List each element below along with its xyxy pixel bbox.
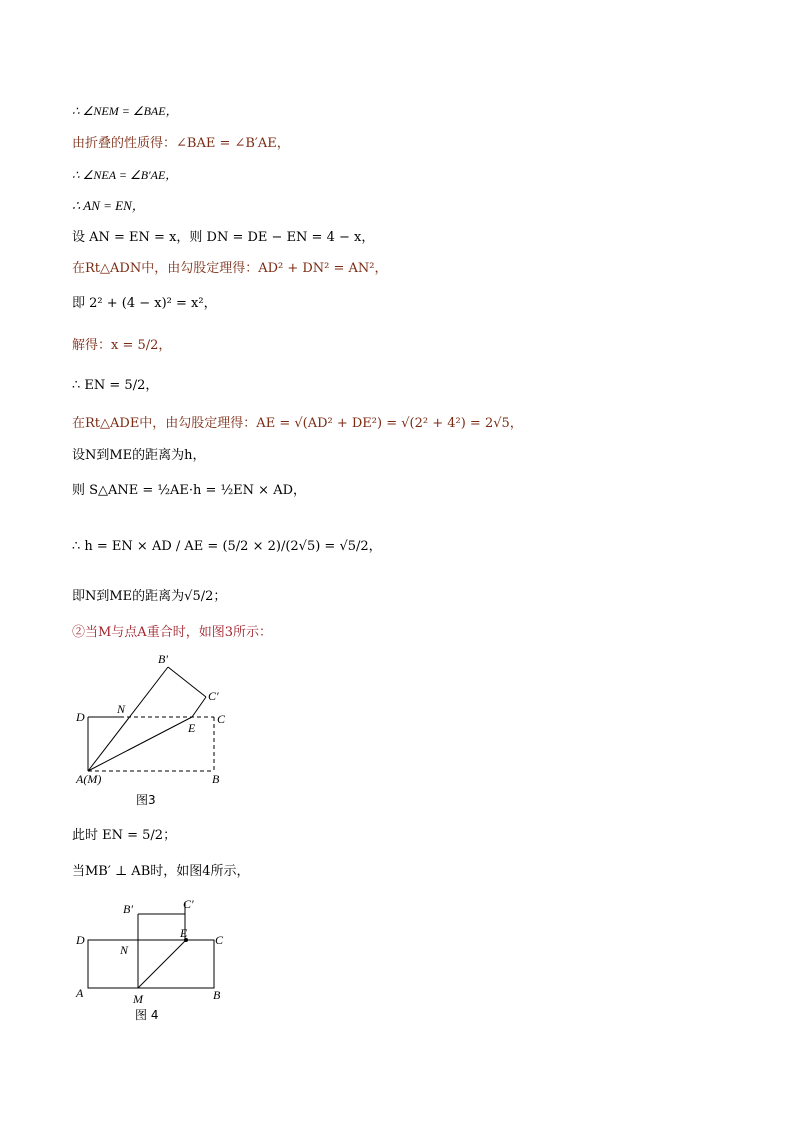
figure-3-caption: 图3 — [136, 793, 156, 807]
proof-line-4 — [72, 197, 145, 216]
proof-line-13 — [72, 538, 382, 556]
proof-line-6 — [72, 260, 388, 278]
line-text: ∴ ∠NEA = ∠B′AE， — [72, 168, 178, 182]
label-C: C — [217, 712, 226, 726]
figure-4 — [60, 892, 240, 1012]
segment-C1E — [192, 697, 206, 717]
proof-line-9 — [72, 377, 158, 395]
label-C1: C′ — [183, 897, 194, 911]
proof-line-5 — [72, 229, 374, 247]
figure-4-caption: 图 4 — [135, 1008, 159, 1022]
line-text: 在Rt△ADN中，由勾股定理得：AD² + DN² = AN²， — [72, 261, 388, 276]
label-AM: A(M) — [76, 772, 102, 786]
label-B1: B′ — [158, 652, 168, 666]
line-text: 由折叠的性质得：∠BAE = ∠B′AE， — [72, 136, 290, 151]
line-text: 当MB′ ⊥ AB时，如图4所示， — [72, 864, 250, 879]
label-B1: B′ — [123, 902, 133, 916]
line-text: 此时 EN = 5/2； — [72, 828, 177, 843]
label-N: N — [120, 943, 129, 957]
label-A: A — [76, 986, 84, 1000]
proof-line-16 — [72, 827, 176, 845]
line-text: 即N到ME的距离为√5/2； — [72, 589, 227, 604]
line-text: ②当M与点A重合时，如图3所示： — [72, 625, 272, 640]
figure-3 — [60, 645, 240, 795]
label-N: N — [117, 702, 126, 716]
line-text: ∴ h = EN × AD / AE = (5/2 × 2)/(2√5) = √5/2， — [72, 539, 382, 554]
label-B: B — [213, 988, 221, 1002]
line-text: 在Rt△ADE中，由勾股定理得：AE = √(AD² + DE²) = √(2² + 4²) = 2√5， — [72, 416, 523, 431]
line-text: ∴ EN = 5/2， — [72, 378, 159, 393]
proof-line-17 — [72, 863, 250, 881]
proof-line-2 — [72, 135, 290, 153]
segment-B1C1 — [168, 667, 206, 697]
proof-line-11 — [72, 447, 206, 465]
label-M: M — [133, 992, 143, 1006]
line-text: ∴ ∠NEM = ∠BAE， — [72, 104, 178, 118]
rectangle-ABCD — [88, 940, 214, 988]
line-text: 解得：x = 5/2， — [72, 338, 172, 353]
line-text: ∴ AN = EN， — [72, 198, 145, 213]
proof-line-14 — [72, 588, 226, 606]
proof-line-7 — [72, 295, 217, 313]
label-E: E — [188, 721, 196, 735]
proof-line-10 — [72, 415, 523, 433]
proof-line-15 — [72, 624, 272, 642]
segment-AB1 — [88, 667, 168, 771]
label-B: B — [212, 772, 220, 786]
label-D: D — [76, 710, 85, 724]
label-D: D — [76, 933, 85, 947]
proof-line-1 — [72, 102, 178, 121]
label-C1: C′ — [208, 689, 219, 703]
proof-line-3 — [72, 166, 177, 185]
segment-AE — [88, 717, 192, 771]
proof-line-8 — [72, 337, 171, 355]
line-text: 设 AN = EN = x，则 DN = DE − EN = 4 − x， — [72, 230, 375, 245]
line-text: 设N到ME的距离为h， — [72, 448, 206, 463]
segment-ME — [138, 940, 186, 988]
line-text: 则 S△ANE = ½AE·h = ½EN × AD， — [72, 483, 307, 498]
line-text: 即 2² + (4 − x)² = x²， — [72, 296, 217, 311]
label-E: E — [180, 926, 188, 940]
label-C: C — [215, 933, 224, 947]
proof-line-12 — [72, 482, 306, 500]
